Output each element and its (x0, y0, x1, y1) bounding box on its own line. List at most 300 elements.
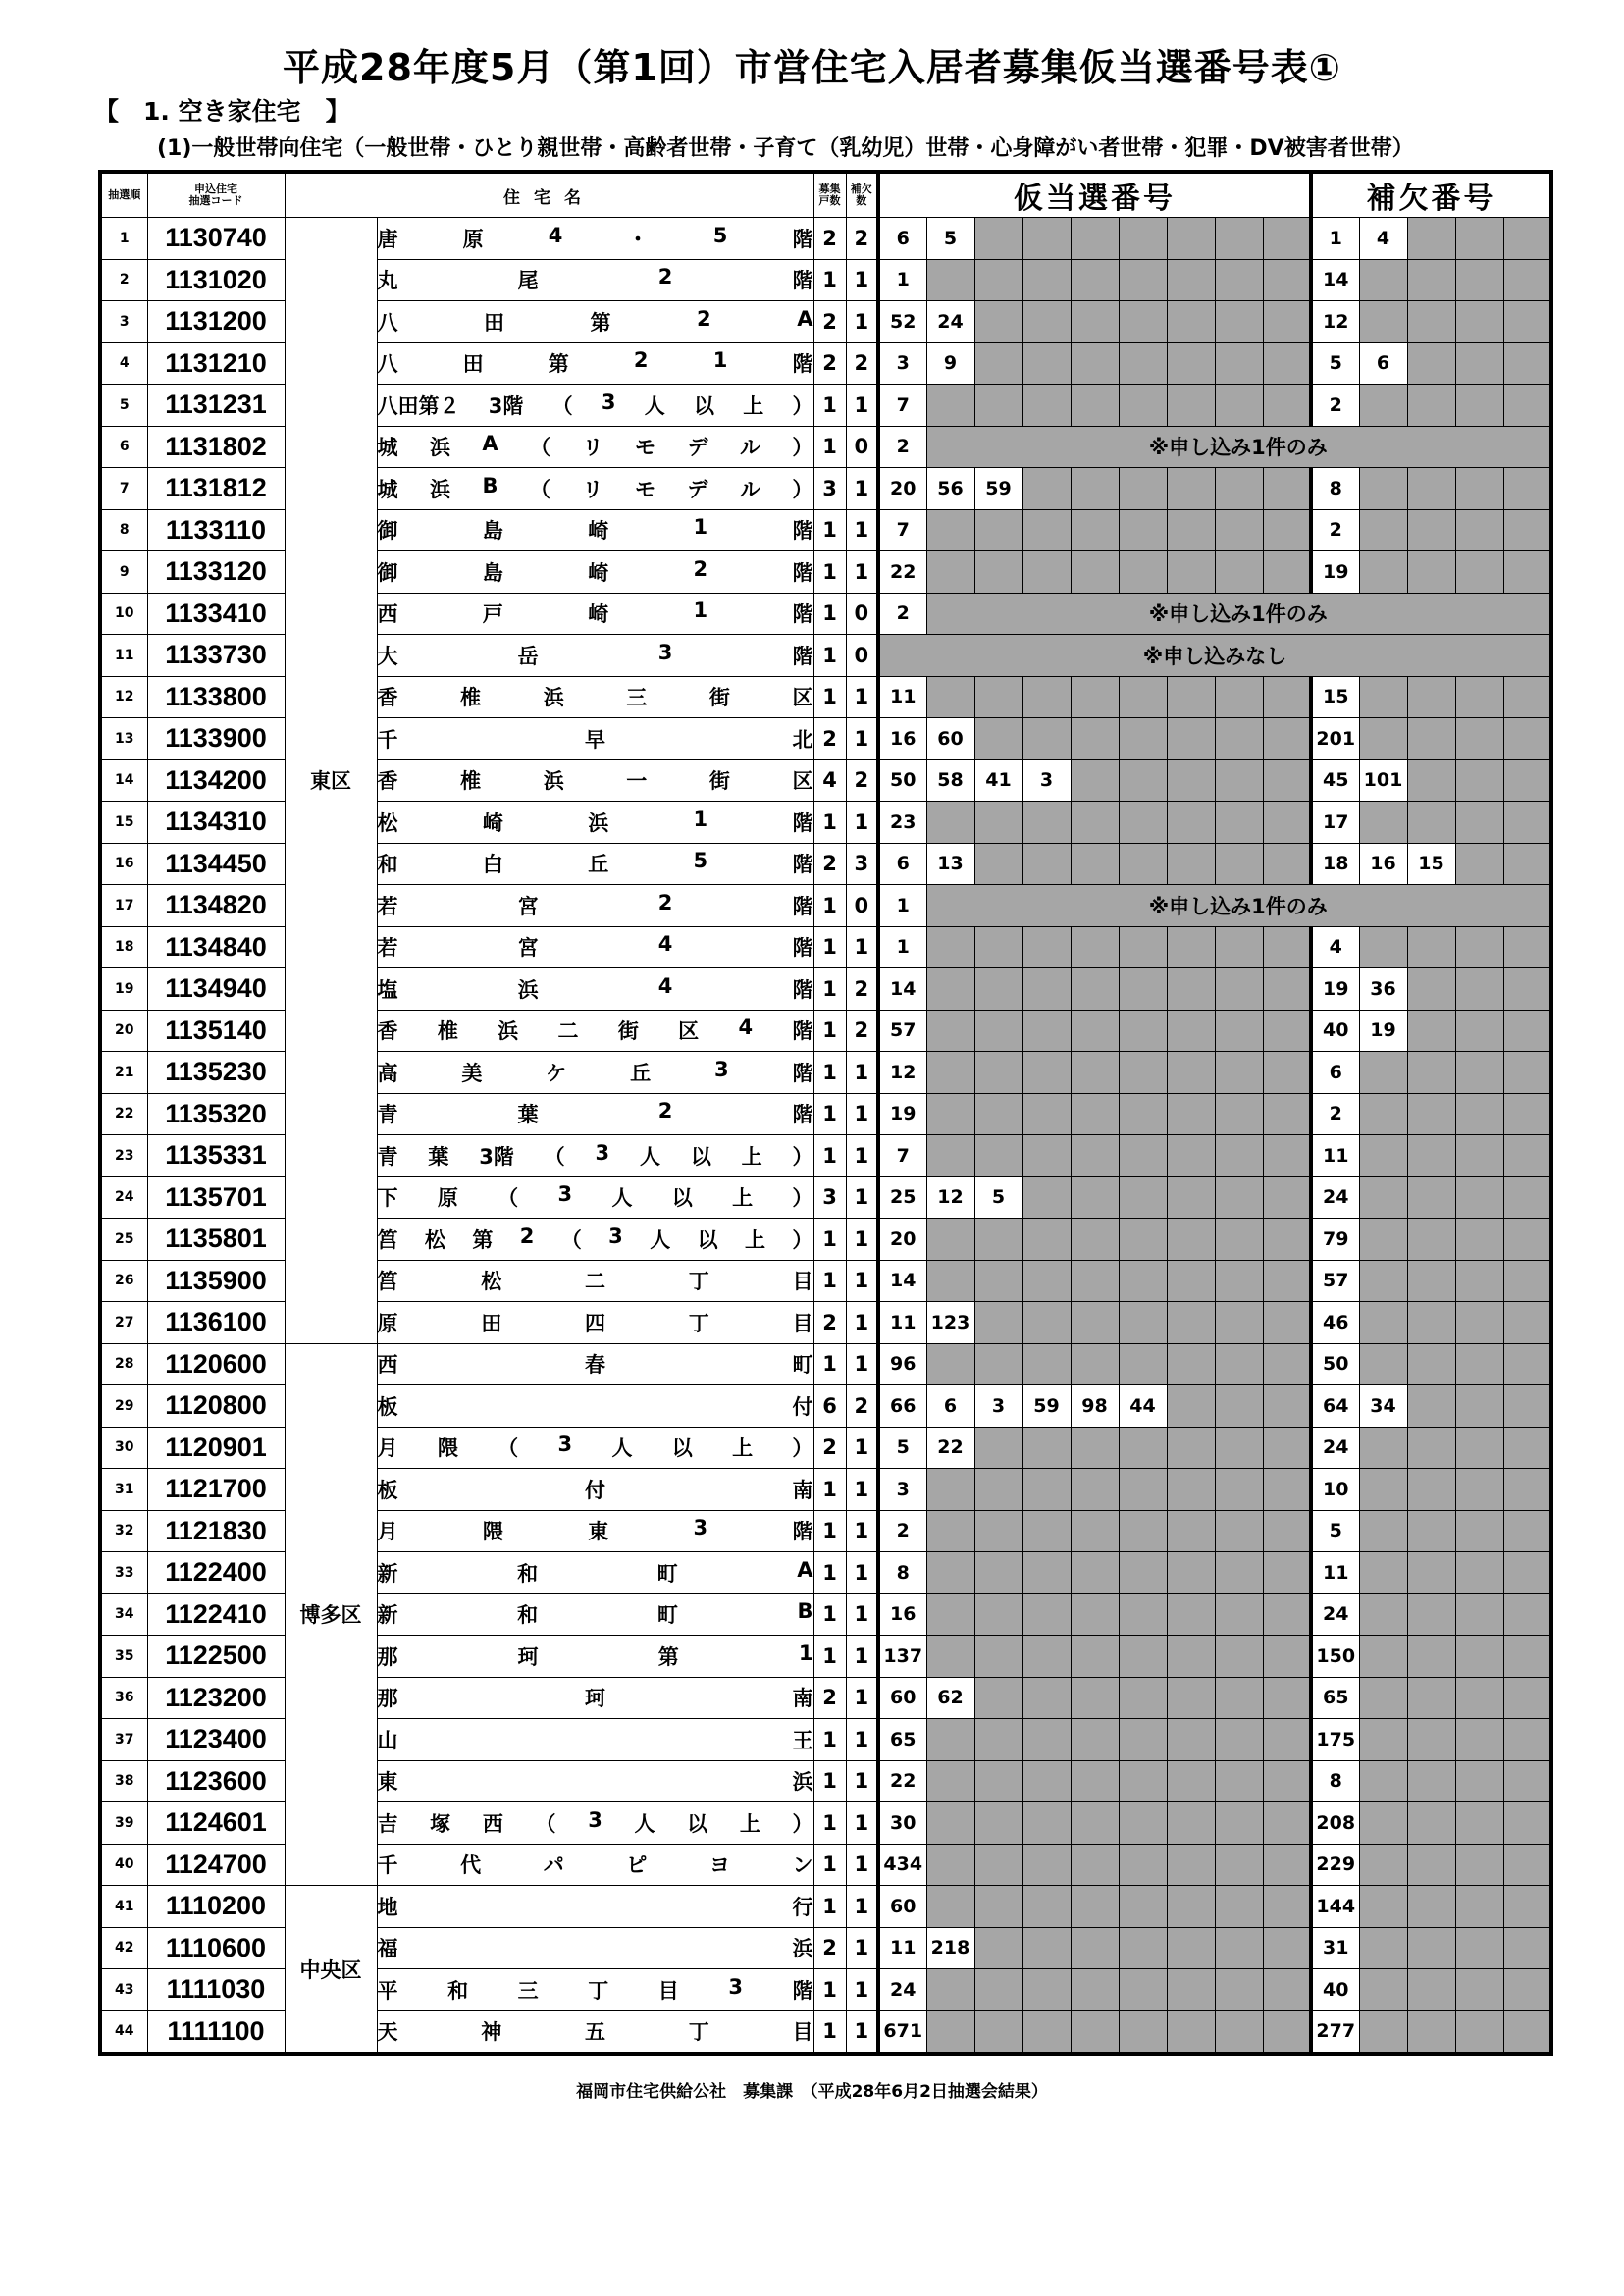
empty-cell (1119, 676, 1167, 718)
housing-name (377, 1176, 813, 1219)
empty-cell (926, 1010, 974, 1052)
empty-cell (1071, 1093, 1119, 1135)
housing-name-part: 目 (657, 1978, 679, 2003)
empty-cell (974, 1302, 1022, 1344)
housing-name-part: ル (739, 477, 760, 501)
alternate-number: 31 (1311, 1927, 1359, 1969)
lottery-code: 1135230 (147, 1052, 285, 1094)
housing-name-part: 1 (798, 1641, 813, 1665)
empty-cell (1215, 1844, 1263, 1886)
empty-cell (1503, 1927, 1551, 1969)
empty-cell (926, 1219, 974, 1261)
boshu-count: 1 (813, 426, 846, 468)
housing-name (377, 1343, 813, 1385)
housing-name-part: 丁 (688, 2020, 709, 2045)
empty-cell (1022, 1802, 1071, 1845)
winner-number: 22 (878, 551, 926, 594)
empty-cell (1215, 1176, 1263, 1219)
housing-name-part: 階 (792, 602, 813, 627)
lottery-code: 1121700 (147, 1469, 285, 1511)
empty-cell (1263, 1260, 1311, 1302)
empty-cell (1263, 1302, 1311, 1344)
hoketsu-count: 1 (846, 1636, 878, 1678)
housing-name-part: 白 (482, 853, 503, 877)
empty-cell (1455, 218, 1503, 260)
empty-cell (1167, 1135, 1215, 1177)
empty-cell (1215, 759, 1263, 802)
empty-cell (1022, 1219, 1071, 1261)
lottery-order: 44 (100, 2010, 147, 2054)
housing-name (377, 926, 813, 968)
housing-name-part: 御 (377, 560, 398, 585)
housing-name-part: 珂 (517, 1644, 539, 1669)
winner-number: 52 (878, 301, 926, 343)
empty-cell (1503, 551, 1551, 594)
winner-number: 1 (878, 926, 926, 968)
hoketsu-count: 1 (846, 1552, 878, 1594)
housing-name-part: 区 (792, 769, 813, 794)
empty-cell (1119, 1552, 1167, 1594)
empty-cell (1215, 1052, 1263, 1094)
empty-cell (1263, 1719, 1311, 1761)
empty-cell (1071, 802, 1119, 844)
winner-number: 22 (878, 1760, 926, 1802)
empty-cell (1167, 1343, 1215, 1385)
housing-name-part: 青 (377, 1103, 398, 1127)
empty-cell (1167, 1510, 1215, 1552)
housing-name-part: 三 (626, 686, 648, 710)
table-body (100, 218, 1551, 2055)
empty-cell (1022, 1844, 1071, 1886)
housing-name-part: 原 (437, 1186, 458, 1211)
empty-cell (1503, 1719, 1551, 1761)
housing-name-part: 一 (626, 769, 648, 794)
alternate-number: 175 (1311, 1719, 1359, 1761)
empty-cell (1359, 551, 1407, 594)
housing-name-part: 山 (377, 1728, 398, 1752)
empty-cell (1119, 1636, 1167, 1678)
empty-cell (1359, 509, 1407, 551)
empty-cell (1215, 1093, 1263, 1135)
alternate-number: 144 (1311, 1886, 1359, 1928)
empty-cell (1359, 385, 1407, 427)
page-footer: 福岡市住宅供給公社 募集課 （平成28年6月2日抽選会結果） (576, 2082, 1048, 2102)
alternate-number: 6 (1311, 1052, 1359, 1094)
housing-name-part: 3 (557, 1182, 573, 1207)
empty-cell (1263, 342, 1311, 385)
housing-name-part: 階 (792, 1520, 813, 1544)
header-no: 抽選順 (100, 172, 147, 218)
housing-name-part: 板 (377, 1478, 398, 1502)
boshu-count: 2 (813, 218, 846, 260)
housing-name-part: 那 (377, 1644, 398, 1669)
empty-cell (1359, 1302, 1407, 1344)
lottery-code: 1134940 (147, 968, 285, 1011)
empty-cell (1359, 1927, 1407, 1969)
housing-name-part: 天 (377, 2020, 398, 2045)
winner-number: 25 (878, 1176, 926, 1219)
lottery-order: 16 (100, 843, 147, 885)
empty-cell (1167, 1802, 1215, 1845)
alternate-number: 17 (1311, 802, 1359, 844)
housing-name-part: 3 (657, 640, 673, 664)
alternate-number: 4 (1359, 218, 1407, 260)
empty-cell (1503, 718, 1551, 760)
housing-name-part: ） (792, 1227, 813, 1252)
empty-cell (1263, 1969, 1311, 2011)
lottery-code: 1135320 (147, 1093, 285, 1135)
housing-name (377, 843, 813, 885)
lottery-order: 11 (100, 635, 147, 677)
housing-name-part: 岳 (517, 644, 539, 668)
empty-cell (1022, 1343, 1071, 1385)
empty-cell (1407, 1093, 1455, 1135)
housing-name-part: 原 (462, 227, 484, 251)
empty-cell (1022, 509, 1071, 551)
empty-cell (1215, 1469, 1263, 1511)
empty-cell (1407, 1302, 1455, 1344)
hoketsu-count: 3 (846, 843, 878, 885)
empty-cell (1119, 1802, 1167, 1845)
housing-name-part: 尾 (517, 269, 539, 293)
empty-cell (1119, 1260, 1167, 1302)
housing-name (377, 1927, 813, 1969)
housing-name-part: 丁 (688, 1270, 709, 1294)
empty-cell (1022, 1510, 1071, 1552)
empty-cell (926, 259, 974, 301)
empty-cell (1071, 1969, 1119, 2011)
empty-cell (1503, 1343, 1551, 1385)
housing-name-part: 御 (377, 519, 398, 544)
boshu-count: 1 (813, 259, 846, 301)
lottery-code: 1110200 (147, 1886, 285, 1928)
empty-cell (1263, 1469, 1311, 1511)
housing-name-part: ピ (626, 1853, 648, 1878)
empty-cell (1359, 718, 1407, 760)
empty-cell (1071, 1844, 1119, 1886)
empty-cell (1455, 1260, 1503, 1302)
housing-name-part: 那 (377, 1687, 398, 1711)
housing-name (377, 1760, 813, 1802)
housing-name (377, 259, 813, 301)
empty-cell (1359, 1802, 1407, 1845)
empty-cell (1263, 551, 1311, 594)
alternate-number: 14 (1311, 259, 1359, 301)
housing-name-part: 人 (611, 1436, 633, 1461)
winner-number: 9 (926, 342, 974, 385)
alternate-number: 79 (1311, 1219, 1359, 1261)
lottery-code: 1111030 (147, 1969, 285, 2011)
housing-name-part: 4 (738, 1016, 754, 1040)
lottery-order: 6 (100, 426, 147, 468)
housing-name-part: 板 (377, 1394, 398, 1419)
lottery-code: 1111100 (147, 2010, 285, 2054)
empty-cell (1167, 1719, 1215, 1761)
empty-cell (1407, 1636, 1455, 1678)
empty-cell (1503, 676, 1551, 718)
empty-cell (1455, 1593, 1503, 1636)
housing-name-part: 以 (671, 1186, 693, 1211)
lottery-order: 24 (100, 1176, 147, 1219)
empty-cell (1359, 1260, 1407, 1302)
winner-number: 12 (926, 1176, 974, 1219)
housing-name-part: ） (792, 393, 813, 418)
housing-name-part: 5 (693, 849, 708, 873)
empty-cell (1071, 759, 1119, 802)
empty-cell (1455, 1427, 1503, 1469)
empty-cell (1407, 802, 1455, 844)
empty-cell (1167, 1093, 1215, 1135)
empty-cell (1071, 1510, 1119, 1552)
empty-cell (1119, 843, 1167, 885)
empty-cell (1167, 1176, 1215, 1219)
boshu-count: 1 (813, 2010, 846, 2054)
lottery-code: 1122410 (147, 1593, 285, 1636)
housing-name-part: 崎 (588, 519, 609, 544)
empty-cell (1022, 1260, 1071, 1302)
empty-cell (1503, 926, 1551, 968)
lottery-order: 23 (100, 1135, 147, 1177)
hoketsu-count: 1 (846, 385, 878, 427)
lottery-code: 1130740 (147, 218, 285, 260)
empty-cell (1119, 1093, 1167, 1135)
hoketsu-count: 1 (846, 1927, 878, 1969)
empty-cell (1455, 1636, 1503, 1678)
lottery-order: 26 (100, 1260, 147, 1302)
empty-cell (1071, 468, 1119, 510)
housing-name-part: 以 (687, 1811, 708, 1836)
lottery-code: 1133120 (147, 551, 285, 594)
table-row (100, 1343, 1551, 1385)
empty-cell (1215, 1552, 1263, 1594)
empty-cell (1119, 1677, 1167, 1719)
empty-cell (1263, 843, 1311, 885)
housing-name-part: 階 (792, 352, 813, 377)
empty-cell (974, 1719, 1022, 1761)
empty-cell (1407, 1343, 1455, 1385)
empty-cell (1407, 259, 1455, 301)
housing-name-part: A (482, 432, 498, 456)
housing-name-part: 階 (792, 644, 813, 668)
housing-name-part: 3階 (488, 393, 524, 418)
empty-cell (1022, 676, 1071, 718)
lottery-code: 1120901 (147, 1427, 285, 1469)
lottery-order: 27 (100, 1302, 147, 1344)
header-code: 申込住宅 抽選コード (147, 172, 285, 218)
alternate-number: 15 (1407, 843, 1455, 885)
empty-cell (1167, 1927, 1215, 1969)
empty-cell (1022, 1677, 1071, 1719)
empty-cell (1119, 1010, 1167, 1052)
lottery-code: 1134820 (147, 885, 285, 927)
empty-cell (1359, 1135, 1407, 1177)
empty-cell (974, 1052, 1022, 1094)
lottery-code: 1135701 (147, 1176, 285, 1219)
boshu-count: 1 (813, 1135, 846, 1177)
housing-name (377, 342, 813, 385)
empty-cell (1455, 1760, 1503, 1802)
empty-cell (1071, 2010, 1119, 2054)
table-header-row (100, 172, 1551, 218)
alternate-number: 4 (1311, 926, 1359, 968)
empty-cell (1263, 802, 1311, 844)
empty-cell (1215, 342, 1263, 385)
empty-cell (1167, 385, 1215, 427)
empty-cell (1455, 843, 1503, 885)
empty-cell (1119, 1302, 1167, 1344)
empty-cell (1407, 1469, 1455, 1511)
empty-cell (1167, 1886, 1215, 1928)
empty-cell (1455, 1677, 1503, 1719)
empty-cell (1022, 342, 1071, 385)
empty-cell (926, 385, 974, 427)
housing-name-part: 崎 (588, 602, 609, 627)
empty-cell (926, 1260, 974, 1302)
housing-name-part: 人 (644, 393, 665, 418)
housing-name-part: 美 (461, 1061, 483, 1085)
lottery-order: 33 (100, 1552, 147, 1594)
table-row (100, 218, 1551, 260)
housing-name-part: 丘 (630, 1061, 652, 1085)
note-cell: ※申し込み1件のみ (926, 426, 1551, 468)
empty-cell (1071, 1927, 1119, 1969)
lottery-order: 41 (100, 1886, 147, 1928)
empty-cell (1455, 1886, 1503, 1928)
empty-cell (1263, 1886, 1311, 1928)
empty-cell (1215, 1010, 1263, 1052)
housing-name-part: B (482, 473, 498, 497)
empty-cell (1167, 1636, 1215, 1678)
header-boshu: 募集 戸数 (813, 172, 846, 218)
empty-cell (1119, 926, 1167, 968)
boshu-count: 1 (813, 1010, 846, 1052)
alternate-number: 24 (1311, 1427, 1359, 1469)
empty-cell (926, 1093, 974, 1135)
alternate-number: 45 (1311, 759, 1359, 802)
housing-name-part: 以 (671, 1436, 693, 1461)
empty-cell (1455, 1802, 1503, 1845)
lottery-order: 14 (100, 759, 147, 802)
empty-cell (1359, 1969, 1407, 2011)
lottery-code: 1133730 (147, 635, 285, 677)
housing-name-part: B (797, 1599, 813, 1624)
header-winners: 仮当選番号 (878, 172, 1311, 218)
empty-cell (1167, 1302, 1215, 1344)
empty-cell (1263, 1636, 1311, 1678)
empty-cell (1022, 1927, 1071, 1969)
housing-name-part: 階 (792, 1103, 813, 1127)
winner-number: 3 (878, 342, 926, 385)
empty-cell (1119, 1427, 1167, 1469)
empty-cell (1022, 1886, 1071, 1928)
housing-name-part: 行 (792, 1895, 813, 1919)
housing-name-part: 八田第２ (377, 393, 460, 418)
alternate-number: 208 (1311, 1802, 1359, 1845)
empty-cell (1407, 1844, 1455, 1886)
winner-number: 58 (926, 759, 974, 802)
winner-number: 7 (878, 509, 926, 551)
empty-cell (1167, 301, 1215, 343)
boshu-count: 1 (813, 1719, 846, 1761)
winner-number: 2 (878, 426, 926, 468)
empty-cell (1503, 1427, 1551, 1469)
winner-number: 5 (926, 218, 974, 260)
housing-name-part: 目 (792, 1311, 813, 1335)
winner-number: 6 (878, 843, 926, 885)
alternate-number: 19 (1359, 1010, 1407, 1052)
empty-cell (1455, 1927, 1503, 1969)
housing-name-part: 階 (792, 269, 813, 293)
hoketsu-count: 1 (846, 509, 878, 551)
housing-name (377, 218, 813, 260)
lottery-code: 1134840 (147, 926, 285, 968)
housing-name-part: 松 (481, 1270, 502, 1294)
housing-name-part: 町 (656, 1561, 678, 1586)
housing-name-part: 大 (377, 644, 398, 668)
winner-number: 13 (926, 843, 974, 885)
empty-cell (1407, 1385, 1455, 1428)
hoketsu-count: 0 (846, 426, 878, 468)
header-name: 住宅名 (285, 172, 813, 218)
housing-name (377, 426, 813, 468)
empty-cell (1119, 1469, 1167, 1511)
hoketsu-count: 1 (846, 1135, 878, 1177)
empty-cell (1022, 1052, 1071, 1094)
housing-name-part: 3 (608, 1224, 623, 1248)
empty-cell (1071, 1760, 1119, 1802)
housing-name-part: 1 (693, 807, 708, 831)
alternate-number: 34 (1359, 1385, 1407, 1428)
empty-cell (1407, 1135, 1455, 1177)
empty-cell (1407, 759, 1455, 802)
hoketsu-count: 1 (846, 676, 878, 718)
housing-name-part: 西 (482, 1811, 503, 1836)
housing-name-part: 目 (792, 1270, 813, 1294)
housing-name-part: 三 (517, 1978, 539, 2003)
empty-cell (1359, 1593, 1407, 1636)
boshu-count: 1 (813, 1510, 846, 1552)
housing-name-part: 平 (377, 1978, 398, 2003)
housing-name-part: 神 (481, 2020, 502, 2045)
lottery-code: 1134200 (147, 759, 285, 802)
empty-cell (974, 1135, 1022, 1177)
boshu-count: 1 (813, 1052, 846, 1094)
lottery-code: 1136100 (147, 1302, 285, 1344)
empty-cell (1263, 1427, 1311, 1469)
empty-cell (1263, 1176, 1311, 1219)
empty-cell (1167, 1677, 1215, 1719)
winner-number: 11 (878, 676, 926, 718)
empty-cell (1503, 1010, 1551, 1052)
empty-cell (1022, 1176, 1071, 1219)
boshu-count: 1 (813, 1552, 846, 1594)
alternate-number: 5 (1311, 1510, 1359, 1552)
empty-cell (926, 926, 974, 968)
lottery-order: 38 (100, 1760, 147, 1802)
boshu-count: 1 (813, 1844, 846, 1886)
housing-name-part: 八 (377, 352, 398, 377)
lottery-code: 1131200 (147, 301, 285, 343)
housing-name (377, 1010, 813, 1052)
alternate-number: 15 (1311, 676, 1359, 718)
lottery-code: 1135801 (147, 1219, 285, 1261)
empty-cell (1022, 1427, 1071, 1469)
empty-cell (974, 1593, 1022, 1636)
empty-cell (926, 802, 974, 844)
alternate-number: 24 (1311, 1593, 1359, 1636)
empty-cell (1167, 1552, 1215, 1594)
winner-number: 1 (878, 259, 926, 301)
